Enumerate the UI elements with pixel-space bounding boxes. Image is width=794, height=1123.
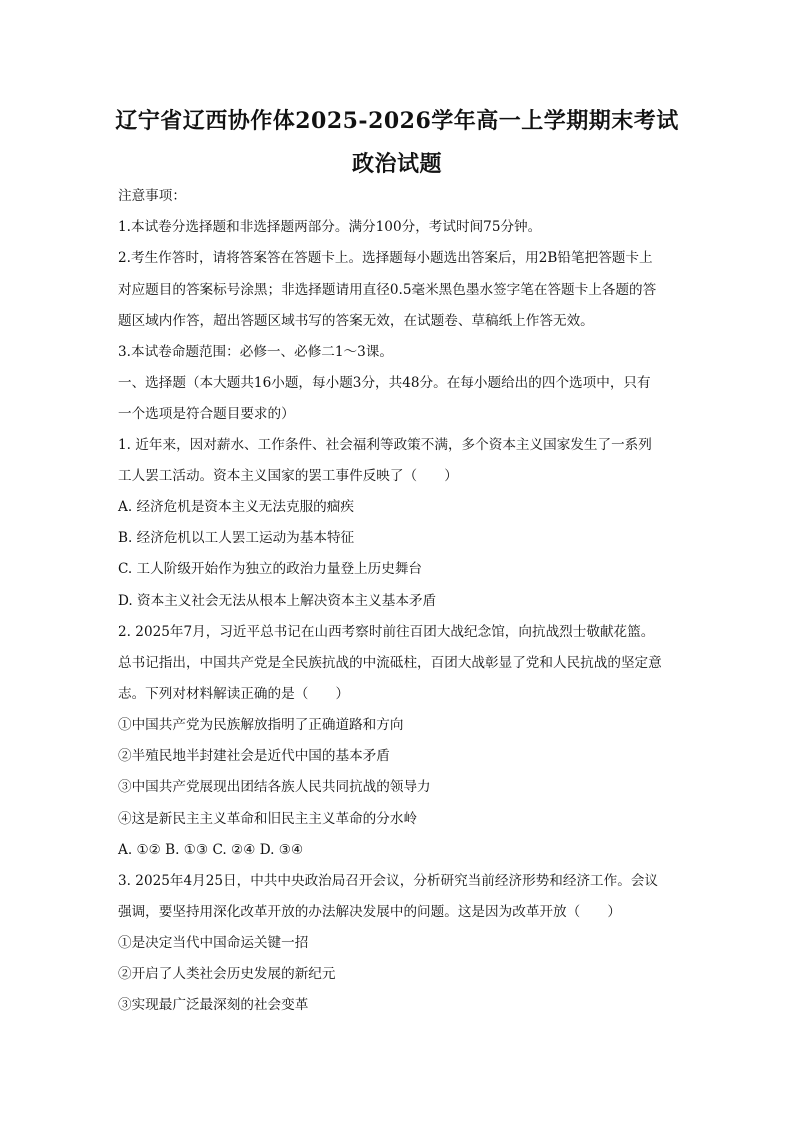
question-stem: 工人罢工活动。资本主义国家的罢工事件反映了（ ）	[118, 468, 458, 484]
statement-item: ③中国共产党展现出团结各族人民共同抗战的领导力	[118, 779, 431, 795]
question-stem: 总书记指出，中国共产党是全民族抗战的中流砥柱，百团大战彰显了党和人民抗战的坚定意	[118, 655, 662, 671]
answer-option: C. 工人阶级开始作为独立的政治力量登上历史舞台	[118, 561, 423, 577]
notice-heading: 注意事项：	[118, 188, 186, 204]
statement-item: ②半殖民地半封建社会是近代中国的基本矛盾	[118, 748, 390, 764]
exam-subtitle: 政治试题	[351, 151, 442, 177]
answer-option: D. 资本主义社会无法从根本上解决资本主义基本矛盾	[118, 593, 437, 609]
notice-line: 2.考生作答时，请将答案答在答题卡上。选择题每小题选出答案后，用2B铅笔把答题卡上	[118, 250, 653, 266]
notice-line: 题区域内作答，超出答题区域书写的答案无效，在试题卷、草稿纸上作答无效。	[118, 313, 594, 329]
answer-option: A. 经济危机是资本主义无法克服的痼疾	[118, 499, 354, 515]
section-heading: 一个选项是符合题目要求的）	[118, 406, 295, 422]
statement-item: ③实现最广泛最深刻的社会变革	[118, 997, 309, 1013]
notice-line: 对应题目的答案标号涂黑；非选择题请用直径0.5毫米黑色墨水签字笔在答题卡上各题的答	[118, 282, 657, 298]
answer-options-row: A. ①② B. ①③ C. ②④ D. ③④	[118, 842, 304, 858]
section-heading: 一、选择题（本大题共16小题，每小题3分，共48分。在每小题给出的四个选项中，只有	[118, 375, 651, 391]
question-stem: 强调，要坚持用深化改革开放的办法解决发展中的问题。这是因为改革开放（ ）	[118, 904, 621, 920]
question-stem: 2. 2025年7月，习近平总书记在山西考察时前往百团大战纪念馆，向抗战烈士敬献花篮。	[118, 624, 655, 640]
statement-item: ①中国共产党为民族解放指明了正确道路和方向	[118, 717, 404, 733]
notice-line: 1.本试卷分选择题和非选择题两部分。满分100分，考试时间75分钟。	[118, 219, 542, 235]
question-stem: 3. 2025年4月25日，中共中央政治局召开会议，分析研究当前经济形势和经济工作。会议	[118, 873, 659, 889]
question-stem: 1. 近年来，因对薪水、工作条件、社会福利等政策不满，多个资本主义国家发生了一系列	[118, 437, 652, 453]
notice-line: 3.本试卷命题范围：必修一、必修二1～3课。	[118, 344, 393, 360]
answer-option: B. 经济危机以工人罢工运动为基本特征	[118, 530, 355, 546]
question-stem: 志。下列对材料解读正确的是（ ）	[118, 686, 350, 702]
statement-item: ②开启了人类社会历史发展的新纪元	[118, 966, 336, 982]
statement-item: ④这是新民主主义革命和旧民主主义革命的分水岭	[118, 811, 418, 827]
statement-item: ①是决定当代中国命运关键一招	[118, 935, 309, 951]
exam-title: 辽宁省辽西协作体2025-2026学年高一上学期期末考试	[115, 108, 679, 134]
